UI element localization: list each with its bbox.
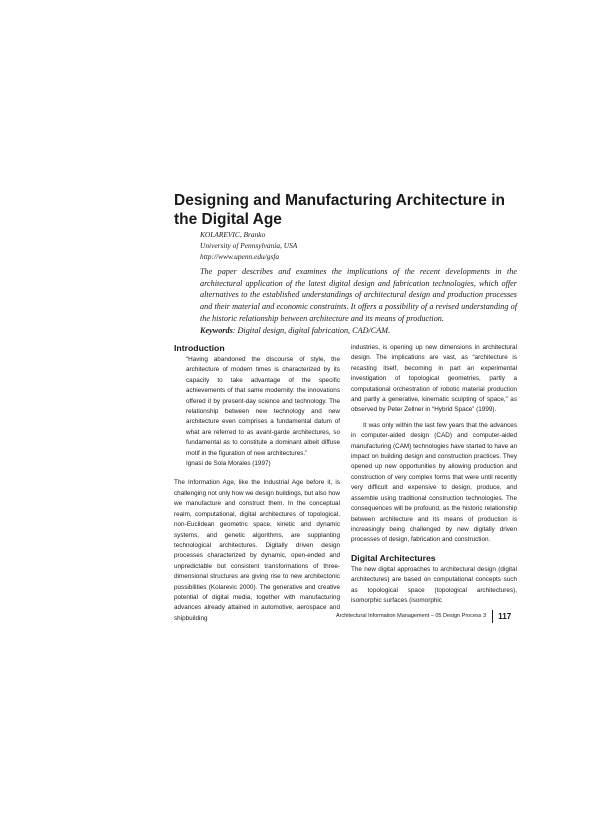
journal-name: Architectural Information Management – 05 Design Process 3: [336, 613, 487, 619]
epigraph: [186, 355, 340, 469]
keywords-label: Keywords: [200, 325, 233, 335]
left-column: [174, 343, 340, 624]
epigraph-attribution: Ignasi de Sola Morales (1997): [186, 460, 271, 468]
abstract-text: The paper describes and examines the implications of the recent developments in the architectural application of the latest digital design and fabrication technologies, which offer alternatives to the established understandings of architectural design and production processes and their material and economic constraints. It offers a possibility of a revised understanding of the historic relationship between architecture and its means of production.: [200, 267, 517, 323]
footer-divider: [492, 610, 493, 623]
introduction-paragraph-2: It was only within the last few years that the advances in computer-aided design (CAD) and computer-aided manufacturing (CAM) technologies have started to have an impact on building design and construction practices. They opened up new opportunities by allowing production and construction of very complex forms that were until recently very difficult and expensive to design, produce, and assemble using traditional construction technologies. The consequences will be profound, as the historic relationship between architecture and its means of production is increasingly being challenged by new digitally driven processes of design, fabrication and construction.: [351, 421, 517, 544]
author-affiliation: University of Pennsylvania, USA: [200, 241, 298, 250]
digital-architectures-heading: Digital Architectures: [351, 552, 436, 563]
digital-architectures-paragraph-1: The new digital approaches to architectural design (digital architectures) are based on computational concepts such as topological space (topological architectures), isomorphic surfaces (isomorphic: [351, 565, 517, 604]
introduction-paragraph-1-continued: industries, is opening up new dimensions in architectural design. The implications are vast, as “architecture is recasting itself, becoming in part an experimental investigation of topological geometries, partly a computational orchestration of robotic material production and partly a generative, kinematic sculpting of space,” as observed by Peter Zellner in “Hybrid Space” (1999).: [351, 344, 517, 414]
epigraph-quote: “Having abandoned the discourse of style, the architecture of modern times is characterized by its capacity to take advantage of the specific achievements of that same modernity: the innovations offered it by present-day science and technology. The relationship between new technology and new architecture even comprises a fundamental datum of what are referred to as avant-garde architectures, so fundamental as to constitute a dominant albeit diffuse motif in the figuration of new architectures.”: [186, 356, 340, 457]
keywords-line: [200, 325, 517, 337]
page-number: 117: [498, 611, 512, 621]
keywords-list: : Digital design, digital fabrication, CAD/CAM.: [232, 325, 391, 335]
right-column: [351, 343, 517, 606]
author-url: http://www.upenn.edu/gsfa: [200, 252, 280, 261]
abstract: [200, 266, 517, 336]
paper-title: Designing and Manufacturing Architecture in the Digital Age: [174, 192, 505, 228]
author-name: KOLAREVIC, Branko: [200, 230, 266, 239]
introduction-paragraph-1: The Information Age, like the Industrial Age before it, is challenging not only how we design buildings, but also how we manufacture and construct them. In the conceptual realm, computational, digital architectures of topological, non-Euclidean geometric space, kinetic and dynamic systems, and genetic algorithms, are supplanting technological architectures. Digitally driven design processes characterized by dynamic, open-ended and unpredictable but consistent transformations of three-dimensional structures are giving rise to new architectonic possibilities (Kolarevic 2000). The generative and creative potential of digital media, together with manufacturing advances already attained in automotive, aerospace and shipbuilding: [174, 479, 340, 622]
page-footer: [336, 609, 511, 623]
introduction-heading: Introduction: [174, 343, 225, 353]
author-block: [200, 229, 500, 262]
